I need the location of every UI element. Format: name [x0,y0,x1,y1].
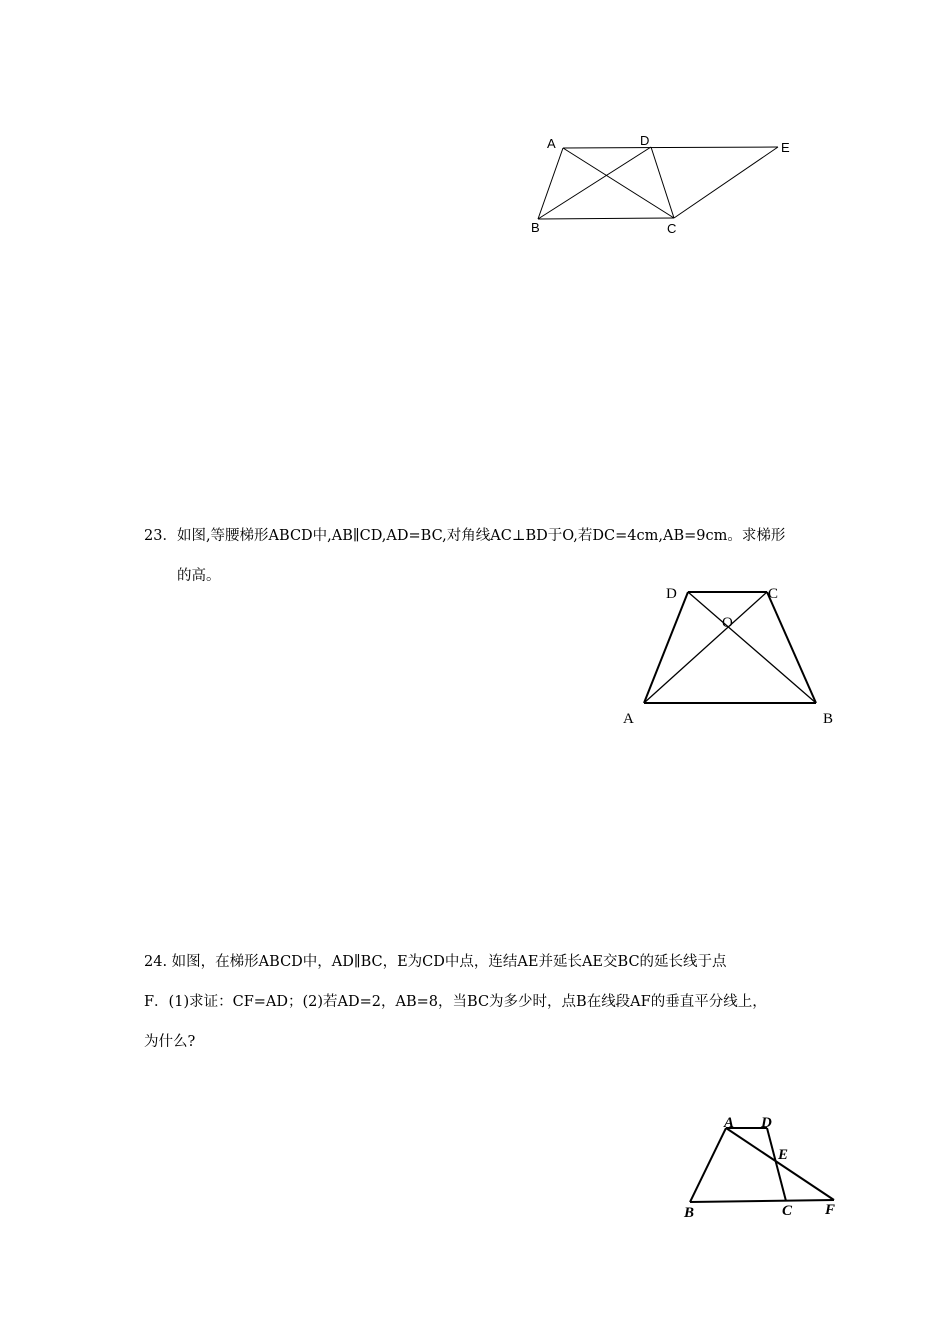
segment-BC [538,218,674,219]
label-A: A [724,1115,735,1131]
label-B: B [684,1205,695,1221]
label-D: D [761,1115,772,1131]
segment-BD [538,147,651,219]
diagonal-BD [688,592,816,703]
figure-1-lines [538,147,778,219]
diagonal-AC [644,592,767,703]
label-B: B [823,711,834,727]
question-24-line-1: 24. 如图，在梯形ABCD中，AD∥BC，E为CD中点，连结AE并延长AE交BC的延长线于点 [144,954,727,970]
question-23-line-2: 的高。 [177,568,221,584]
segment-AB [538,148,563,219]
segment-CE [674,147,778,218]
label-D: D [666,586,677,602]
figure-2-lines [644,592,816,703]
label-C: C [768,586,779,602]
label-C: C [782,1203,793,1219]
figure-3-trapezoid-diagram [675,1108,850,1223]
label-A: A [547,136,556,151]
label-A: A [623,711,634,727]
segment-BC [767,592,816,703]
label-C: C [667,221,677,236]
figure-3-lines [690,1128,834,1202]
figure-2-isosceles-trapezoid-diagram [615,580,845,730]
segment-AC [563,148,674,218]
segment-BF [690,1200,834,1202]
label-B: B [531,220,540,235]
label-O: O [722,615,733,631]
label-E: E [781,140,790,155]
segment-AD [644,592,688,703]
question-24-line-3: 为什么? [144,1034,196,1050]
label-E: E [778,1147,789,1163]
label-D: D [640,133,650,148]
segment-AB [690,1128,726,1202]
segment-DC [651,147,674,218]
segment-DC [767,1128,789,1201]
segment-AE [563,147,778,148]
figure-1-trapezoid-diagram [520,125,810,240]
question-23-line-1: 23．如图,等腰梯形ABCD中,AB∥CD,AD=BC,对角线AC⊥BD于O,若DC=4cm,AB=9cm。求梯形 [144,528,786,544]
question-24-line-2: F．(1)求证：CF=AD；(2)若AD=2，AB=8，当BC为多少时，点B在线段AF的垂直平分线上， [144,994,767,1010]
segment-AF [726,1128,834,1200]
label-F: F [825,1202,836,1218]
